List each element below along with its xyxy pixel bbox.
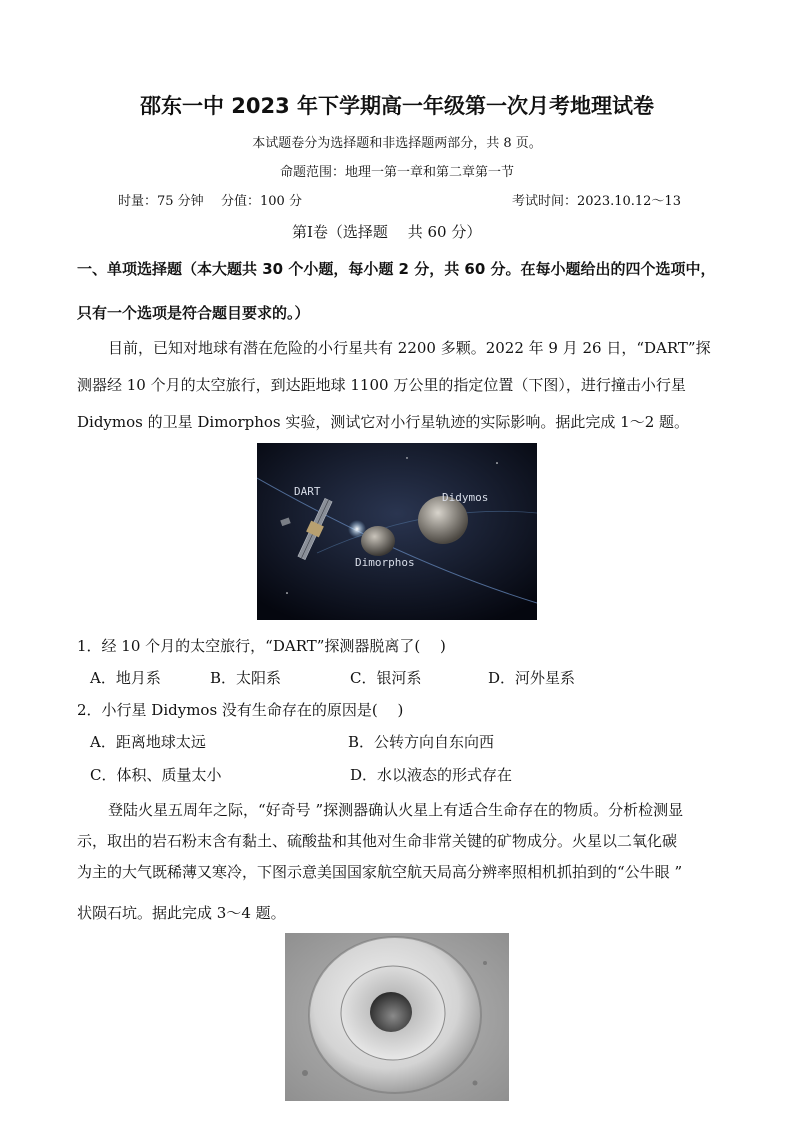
q1-option-c: C．银河系 xyxy=(350,669,422,687)
passage-line: 为主的大气既稀薄又寒冷，下图示意美国国家航空航天局高分辨率照相机抓拍到的“公牛眼 ” xyxy=(77,863,683,881)
bullseye-crater-illustration xyxy=(285,933,509,1101)
passage-line: 示，取出的岩石粉末含有黏土、硫酸盐和其他对生命非常关键的矿物成分。火星以二氧化碳 xyxy=(77,832,678,850)
passage-line: 目前，已知对地球有潜在危险的小行星共有 2200 多颗。2022 年 9 月 26 日，“DART”探 xyxy=(108,339,711,357)
section-instruction: 只有一个选项是符合题目要求的。） xyxy=(77,304,310,322)
dimorphos-label: Dimorphos xyxy=(355,556,415,569)
q2-option-d: D．水以液态的形式存在 xyxy=(350,766,513,784)
section-instruction: 一、单项选择题（本大题共 30 个小题，每小题 2 分，共 60 分。在每小题给出的四个选项中， xyxy=(77,260,716,278)
section-title: 第Ⅰ卷（选择题 共 60 分） xyxy=(292,223,482,241)
q2-option-c: C．体积、质量太小 xyxy=(90,766,222,784)
passage-line: Didymos 的卫星 Dimorphos 实验，测试它对小行星轨迹的实际影响。据此完成 1～2 题。 xyxy=(77,413,690,431)
exam-note: 本试题卷分为选择题和非选择题两部分，共 8 页。 xyxy=(252,136,542,151)
passage-line: 测器经 10 个月的太空旅行，到达距地球 1100 万公里的指定位置（下图），进行撞击小行星 xyxy=(77,376,686,394)
question-1-stem: 1．经 10 个月的太空旅行，“DART”探测器脱离了( ) xyxy=(77,637,446,655)
q2-option-b: B．公转方向自东向西 xyxy=(348,733,495,751)
q1-option-d: D．河外星系 xyxy=(488,669,576,687)
exam-time: 考试时间：2023.10.12～13 xyxy=(512,194,681,209)
exam-title: 邵东一中 2023 年下学期高一年级第一次月考地理试卷 xyxy=(139,94,655,118)
dart-figure-image xyxy=(257,443,537,620)
exam-duration: 时量：75 分钟 xyxy=(118,194,204,209)
crater-figure-image xyxy=(285,933,509,1101)
question-2-stem: 2．小行星 Didymos 没有生命存在的原因是( ) xyxy=(77,701,404,719)
passage-line: 登陆火星五周年之际，“好奇号 ”探测器确认火星上有适合生命存在的物质。分析检测显 xyxy=(108,801,684,819)
exam-scope: 命题范围：地理一第一章和第二章第一节 xyxy=(279,165,514,180)
q2-option-a: A．距离地球太远 xyxy=(90,733,206,751)
q1-option-b: B．太阳系 xyxy=(210,669,282,687)
dart-figure-illustration xyxy=(257,443,537,620)
didymos-label: Didymos xyxy=(442,491,489,504)
passage-line: 状陨石坑。据此完成 3～4 题。 xyxy=(77,904,286,922)
dart-label: DART xyxy=(294,485,321,498)
q1-option-a: A．地月系 xyxy=(90,669,161,687)
exam-score: 分值：100 分 xyxy=(221,194,302,209)
